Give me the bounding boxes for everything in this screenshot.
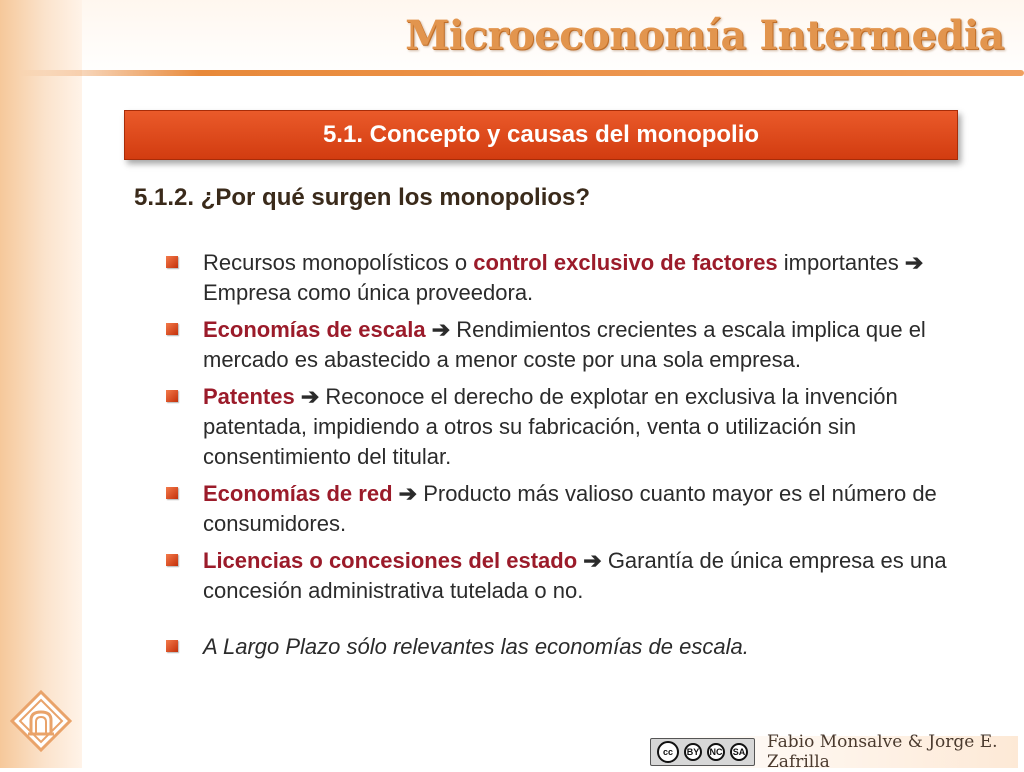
bullet-text: Recursos monopolísticos o bbox=[203, 250, 474, 275]
arrow-icon: ➔ bbox=[431, 317, 451, 342]
bullet-item bbox=[166, 546, 956, 606]
bullet-item bbox=[166, 479, 956, 539]
bullet-item bbox=[166, 315, 956, 375]
bullet-text: Producto más valioso cuanto mayor es el número de consumidores. bbox=[203, 481, 937, 536]
arrow-icon: ➔ bbox=[583, 548, 602, 573]
bullet-item bbox=[166, 632, 956, 662]
header-rule bbox=[20, 70, 1024, 76]
arrow-icon: ➔ bbox=[300, 384, 320, 409]
bullet-text: Empresa como única proveedora. bbox=[203, 280, 534, 305]
square-bullet-icon bbox=[166, 390, 178, 402]
bullet-text: Reconoce el derecho de explotar en exclusiva la invención patentada, impidiendo a otros su fabricación, venta o utilización sin consentimiento del titular. bbox=[203, 384, 898, 469]
author-credit: Fabio Monsalve & Jorge E. Zafrilla bbox=[767, 732, 998, 772]
bullet-text: A Largo Plazo sólo relevantes las economías de escala. bbox=[203, 634, 749, 659]
attribution-mark: BY bbox=[684, 743, 702, 761]
bullet-keyword: Economías de escala bbox=[203, 317, 426, 342]
bullet-text: Rendimientos crecientes a escala implica que el mercado es abastecido a menor coste por una sola empresa. bbox=[203, 317, 926, 372]
section-banner bbox=[124, 110, 958, 160]
cc-license-mark: cc bbox=[657, 741, 679, 763]
bullet-item bbox=[166, 248, 956, 308]
bullet-keyword: Economías de red bbox=[203, 481, 393, 506]
bullet-keyword: control exclusivo de factores bbox=[473, 250, 778, 275]
left-decorative-band bbox=[0, 0, 82, 768]
section-title: 5.1. Concepto y causas del monopolio bbox=[322, 121, 760, 148]
square-bullet-icon bbox=[166, 487, 178, 499]
university-arch-logo-icon bbox=[10, 690, 72, 752]
bullet-item bbox=[166, 382, 956, 472]
square-bullet-icon bbox=[166, 640, 178, 652]
course-title: Microeconomía Intermedia bbox=[405, 12, 1004, 59]
square-bullet-icon bbox=[166, 256, 178, 268]
square-bullet-icon bbox=[166, 323, 178, 335]
arrow-icon: ➔ bbox=[398, 481, 418, 506]
bullet-text: importantes bbox=[777, 250, 905, 275]
creative-commons-icon bbox=[650, 738, 755, 766]
arrow-icon: ➔ bbox=[904, 250, 924, 275]
bullet-list bbox=[166, 248, 956, 669]
sharealike-mark: SA bbox=[730, 743, 748, 761]
footer-bar bbox=[650, 732, 1018, 772]
bullet-text: Garantía de única empresa es una concesión administrativa tutelada o no. bbox=[203, 548, 947, 603]
square-bullet-icon bbox=[166, 554, 178, 566]
bullet-keyword: Patentes bbox=[203, 384, 295, 409]
noncommercial-mark: NC bbox=[707, 743, 725, 761]
subsection-heading: 5.1.2. ¿Por qué surgen los monopolios? bbox=[134, 184, 591, 211]
bullet-keyword: Licencias o concesiones del estado bbox=[203, 548, 578, 573]
